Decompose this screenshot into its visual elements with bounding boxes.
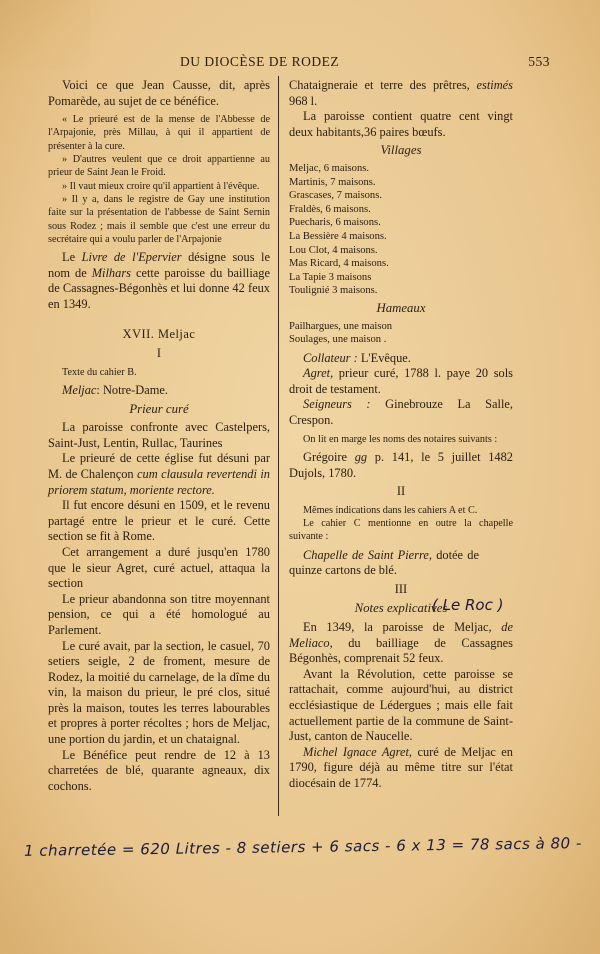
paragraph: Le Livre de l'Epervier désigne sous le nom de Milhars cette paroisse du bailliage de Cassagnes-Bégonhès et lui donne 42 feux en 1349. bbox=[48, 250, 271, 311]
right-column bbox=[289, 78, 513, 792]
page-header bbox=[40, 54, 550, 74]
paragraph: Il fut encore désuni en 1509, et le revenu partagé entre le prieur et le curé. Cette section se fit à Rome. bbox=[48, 498, 270, 544]
page-number: 553 bbox=[528, 54, 550, 69]
paragraph: Seigneurs : Ginebrouze La Salle, Crespon. bbox=[289, 397, 513, 428]
column-divider bbox=[278, 76, 279, 816]
list-item: Fraldès, 6 maisons. bbox=[289, 203, 371, 215]
paragraph: Collateur : L'Evêque. bbox=[303, 350, 411, 365]
paragraph: Michel Ignace Agret, curé de Meljac en 1790, figure déjà au même titre sur l'état diocésain de 1774. bbox=[289, 744, 513, 790]
handwritten-note: 1 charretée = 620 Litres - 8 setiers + 6 sacs - 6 x 13 = 78 sacs à 80 - bbox=[23, 834, 582, 860]
paragraph: Le cahier C mentionne en outre la chapelle suivante : bbox=[289, 518, 513, 543]
subheading: Hameaux bbox=[376, 300, 426, 315]
paragraph: Avant la Révolution, cette paroisse se rattachait, comme aujourd'hui, au district ecclésiastique de Lédergues ; mais elle fait actuellement partie de la commune de Saint-Just, canton de Naucelle. bbox=[289, 666, 513, 744]
paragraph: Voici ce que Jean Causse, dit, après Pomarède, au sujet de ce bénéfice. bbox=[48, 78, 270, 108]
paragraph: Cet arrangement a duré jusqu'en 1780 que le sieur Agret, curé actuel, attaqua la section bbox=[48, 544, 270, 591]
list-item: Soulages, une maison . bbox=[289, 334, 387, 346]
subheading: Prieur curé bbox=[129, 401, 189, 416]
paragraph: Le prieur abandonna son titre moyennant pension, ce qui a été homologué au Parlement. bbox=[48, 591, 270, 637]
handwritten-annotation: ( Le Roc ) bbox=[432, 596, 504, 614]
list-item: Meljac, 6 maisons. bbox=[289, 162, 370, 174]
section-number: II bbox=[396, 484, 406, 499]
list-item: Toulignié 3 maisons. bbox=[289, 285, 378, 297]
village-list bbox=[289, 162, 513, 298]
quote-paragraph: « Le prieuré est de la mense de l'Abbesse de l'Arpajonie, près Millau, à qui il appartient de présenter à la cure. bbox=[48, 114, 270, 152]
section-number: I bbox=[156, 346, 162, 361]
paragraph: Mêmes indications dans les cahiers A et C. bbox=[303, 504, 478, 516]
list-item: Mas Ricard, 4 maisons. bbox=[289, 258, 389, 270]
quote-paragraph: » Il vaut mieux croire qu'il appartient à l'évêque. bbox=[62, 180, 260, 192]
quote-paragraph: » Il y a, dans le registre de Gay une institution faite sur la présentation de l'abbesse de Saint Sernin sous Rodez ; mais il semble que c'est une erreur du secrétaire qui a voulu parler de l'Arpajonie bbox=[48, 193, 270, 245]
list-item: Puecharis, 6 maisons. bbox=[289, 217, 381, 229]
paragraph: Le curé avait, par la section, le casuel, 70 setiers seigle, 2 de froment, mesure de Rodez, la moitié du carnelage, de la dîme du vin, la maison du prieur, le pré clos, situé près la maison, toutes les terres labourables et propres à porter récoltes ; hors de Meljac, une portion du jardin, et un chataignal. bbox=[48, 638, 270, 747]
list-item: Grascases, 7 maisons. bbox=[289, 190, 382, 202]
list-item: Lou Clot, 4 maisons. bbox=[289, 244, 378, 256]
hamlet-list bbox=[289, 320, 513, 347]
paragraph: La paroisse confronte avec Castelpers, Saint-Just, Lentin, Rullac, Taurines bbox=[48, 420, 270, 450]
section-title: XVII. Meljac bbox=[122, 326, 196, 341]
paragraph: Le Bénéfice peut rendre de 12 à 13 charretées de blé, quarante agneaux, dix cochons. bbox=[48, 747, 270, 793]
list-item: Martinis, 7 maisons. bbox=[289, 176, 376, 188]
quote-paragraph: » D'autres veulent que ce droit appartienne au prieur de Saint Jean le Froid. bbox=[48, 154, 270, 179]
running-title: DU DIOCÈSE DE RODEZ bbox=[180, 54, 340, 69]
paragraph: Le prieuré de cette église fut désuni par M. de Chalençon cum clausula revertendi in priorem statum, moriente rectore. bbox=[48, 451, 270, 497]
left-column bbox=[48, 78, 270, 794]
paragraph: La paroisse contient quatre cent vingt deux habitants,36 paires bœufs. bbox=[289, 109, 513, 139]
paragraph: Chapelle de Saint Pierre, dotée de quinze cartons de blé. bbox=[289, 547, 479, 578]
paragraph: En 1349, la paroisse de Meljac, de Meliaco, du bailliage de Cassagnes Bégonhès, comprenait 52 feux. bbox=[289, 620, 513, 666]
paragraph: On lit en marge les noms des notaires suivants : bbox=[303, 433, 498, 445]
list-item: La Tapie 3 maisons bbox=[289, 271, 372, 283]
paragraph: Texte du cahier B. bbox=[62, 366, 137, 378]
subheading: Notes explicatives bbox=[354, 601, 448, 616]
paragraph: Grégoire gg p. 141, le 5 juillet 1482 Dujols, 1780. bbox=[289, 449, 513, 480]
subheading: Villages bbox=[380, 143, 422, 158]
section-number: III bbox=[394, 581, 408, 596]
paragraph: Agret, prieur curé, 1788 l. paye 20 sols droit de testament. bbox=[289, 366, 513, 396]
paragraph: Chataigneraie et terre des prêtres, estimés 968 l. bbox=[289, 78, 513, 108]
list-item: Pailhargues, une maison bbox=[289, 320, 393, 332]
paragraph: Meljac: Notre-Dame. bbox=[62, 383, 168, 398]
list-item: La Bessière 4 maisons. bbox=[289, 230, 387, 242]
